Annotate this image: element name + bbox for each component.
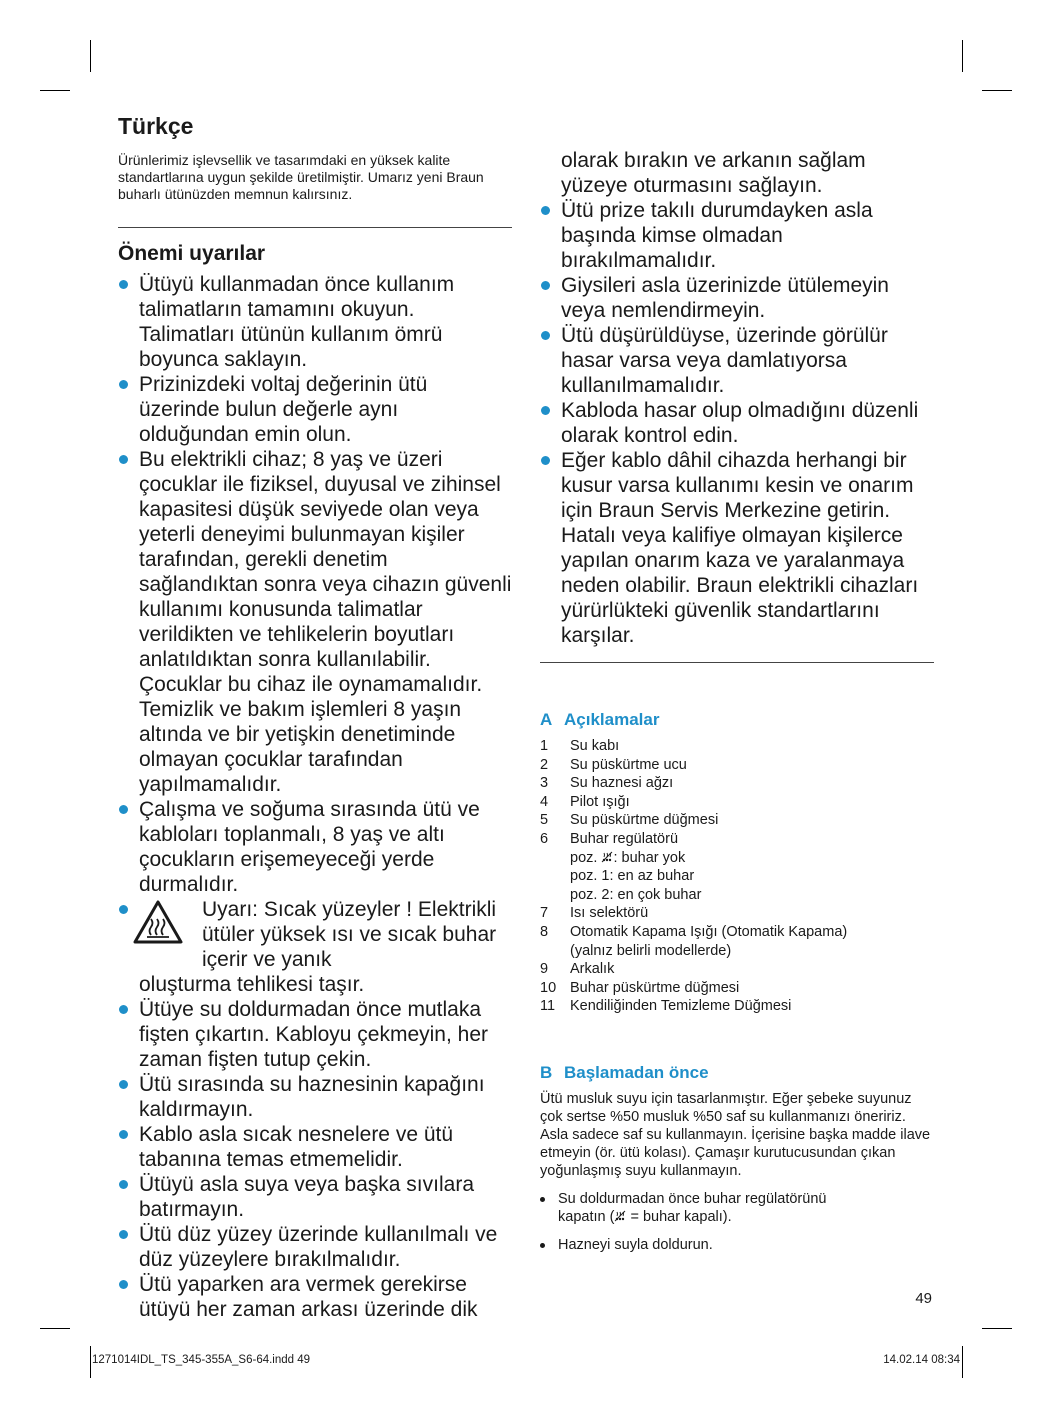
bullet-icon bbox=[119, 805, 128, 814]
intro-paragraph: Ürünlerimiz işlevsellik ve tasarımdaki en yüksek kalite standartlarına uygun şekilde üretilmiştir. Umarız yeni Braun buharlı ütünüzden memnun kalırsınız. bbox=[118, 152, 484, 202]
bullet-icon bbox=[541, 206, 550, 215]
divider bbox=[118, 227, 512, 228]
bullet-icon bbox=[541, 331, 550, 340]
list-item: 9 Arkalık bbox=[540, 961, 615, 978]
list-item: Ütü düz yüzey üzerinde kullanılmalı ve düz yüzeylere bırakılmalıdır. bbox=[118, 1222, 512, 1272]
footer-timestamp: 14.02.14 08:34 bbox=[883, 1354, 960, 1366]
list-item: 4 Pilot ışığı bbox=[540, 793, 630, 810]
crop-mark bbox=[90, 1346, 91, 1378]
list-item: 1 Su kabı bbox=[540, 738, 620, 754]
section-b-list bbox=[540, 1190, 934, 1254]
list-item: Ütü sırasında su haznesinin kapağını kaldırmayın. bbox=[118, 1072, 512, 1122]
list-item: 7 Isı selektörü bbox=[540, 905, 649, 922]
page-number: 49 bbox=[915, 1290, 932, 1307]
list-item: 10 Buhar püskürtme düğmesi bbox=[540, 979, 740, 996]
bullet-icon bbox=[541, 456, 550, 465]
bullet-icon bbox=[119, 1080, 128, 1089]
list-item: Prizinizdeki voltaj değerinin ütü üzerinde bulun değerle aynı olduğundan emin olun. bbox=[118, 372, 512, 447]
bullet-icon bbox=[541, 406, 550, 415]
parts-list bbox=[540, 737, 934, 1016]
bullet-icon bbox=[540, 1243, 545, 1248]
steam-setting-0: poz. : buhar yok bbox=[570, 849, 686, 866]
steam-off-icon bbox=[614, 1210, 626, 1222]
bullet-icon bbox=[119, 1230, 128, 1239]
list-item: 6 Buhar regülatörü poz. : buhar yok poz. 1: en az buhar poz. 2: en çok buhar bbox=[540, 830, 702, 903]
crop-mark bbox=[962, 1346, 963, 1378]
list-item: Hazneyi suyla doldurun. bbox=[540, 1236, 934, 1254]
list-item: Su doldurmadan önce buhar regülatörünü kapatın ( = buhar kapalı). bbox=[540, 1190, 934, 1226]
section-a-heading: A Açıklamalar bbox=[540, 710, 660, 729]
bullet-icon bbox=[119, 380, 128, 389]
bullet-icon bbox=[119, 905, 128, 914]
list-item: Eğer kablo dâhil cihazda herhangi bir kusur varsa kullanımı kesin ve onarım için Braun Servis Merkezine getirin. Hatalı veya kalifiye olmayan kişilerce yapılan onarım kaza ve yaralanmaya neden olabilir. Braun elektrikli cihazları yürürlükteki güvenlik standartlarını karşılar. bbox=[540, 448, 934, 648]
right-column bbox=[540, 148, 934, 1264]
bullet-icon bbox=[119, 455, 128, 464]
bullet-icon bbox=[540, 1197, 545, 1202]
list-item: Ütü prize takılı durumdayken asla başında kimse olmadan bırakılmamalıdır. bbox=[540, 198, 934, 273]
list-item: 8 Otomatik Kapama Işığı (Otomatik Kapama) (yalnız belirli modellerde) bbox=[540, 923, 848, 959]
list-item: Kabloda hasar olup olmadığını düzenli olarak kontrol edin. bbox=[540, 398, 934, 448]
bullet-icon bbox=[119, 1005, 128, 1014]
list-item: Giysileri asla üzerinizde ütülemeyin veya nemlendirmeyin. bbox=[540, 273, 934, 323]
list-item: Ütüyü kullanmadan önce kullanım talimatların tamamını okuyun. Talimatları ütünün kullanım ömrü boyunca saklayın. bbox=[118, 272, 512, 372]
warnings-list bbox=[118, 272, 512, 1322]
list-item: Ütü düşürüldüyse, üzerinde görülür hasar varsa veya damlatıyorsa kullanılmamalıdır. bbox=[540, 323, 934, 398]
bullet-icon bbox=[119, 1180, 128, 1189]
bullet-icon bbox=[541, 281, 550, 290]
continued-text: olarak bırakın ve arkanın sağlam yüzeye oturmasını sağlayın. bbox=[561, 149, 866, 197]
hot-surface-warning-icon bbox=[132, 899, 184, 945]
crop-mark bbox=[90, 40, 91, 72]
divider bbox=[540, 662, 934, 663]
list-item: 2 Su püskürtme ucu bbox=[540, 756, 687, 773]
hot-surface-warning: Uyarı: Sıcak yüzeyler ! Elektrikli ütüler yüksek ısı ve sıcak buhar içerir ve yanık oluşturma tehlikesi taşır. bbox=[118, 897, 512, 997]
list-item: Bu elektrikli cihaz; 8 yaş ve üzeri çocuklar ile fiziksel, duyusal ve zihinsel kapasitesi düşük seviyede olan veya yeterli deneyimi bulunmayan kişiler tarafından, gerekli denetim sağlandıktan sonra veya cihazın güvenli kullanımı konusunda talimatlar verildikten ve tehlikelerin boyutları anlatıldıktan sonra kullanılabilir. Çocuklar bu cihaz ile oynamamalıdır. Temizlik ve bakım işlemleri 8 yaşın altında ve bir yetişkin denetiminde olmayan çocuklar tarafından yapılmamalıdır. bbox=[118, 447, 512, 797]
steam-off-icon bbox=[601, 851, 613, 863]
crop-mark bbox=[40, 90, 70, 91]
list-item: Kablo asla sıcak nesnelere ve ütü tabanına temas etmemelidir. bbox=[118, 1122, 512, 1172]
crop-mark bbox=[40, 1328, 70, 1329]
list-item: Ütüye su doldurmadan önce mutlaka fişten çıkartın. Kabloyu çekmeyin, her zaman fişten tutup çekin. bbox=[118, 997, 512, 1072]
bullet-icon bbox=[119, 1130, 128, 1139]
list-item: 3 Su haznesi ağzı bbox=[540, 775, 674, 792]
list-item: 5 Su püskürtme düğmesi bbox=[540, 812, 719, 829]
crop-mark bbox=[982, 90, 1012, 91]
crop-mark bbox=[982, 1328, 1012, 1329]
left-column bbox=[118, 110, 512, 1322]
warnings-heading: Önemi uyarılar bbox=[118, 242, 266, 265]
section-b-paragraph: Ütü musluk suyu için tasarlanmıştır. Eğer şebeke suyunuz çok sertse %50 musluk %50 saf su kullanmanızı öneririz. Asla sadece saf su kullanmayın. İçerisine başka madde ilave etmeyin (ör. ütü kolası). Çamaşır kurutucusundan çıkan yoğunlaşmış suyu kullanmayın. bbox=[540, 1090, 931, 1179]
list-item: Ütü yaparken ara vermek gerekirse ütüyü her zaman arkası üzerinde dik bbox=[118, 1272, 512, 1322]
list-item: Ütüyü asla suya veya başka sıvılara batırmayın. bbox=[118, 1172, 512, 1222]
footer-filename: 1271014IDL_TS_345-355A_S6-64.indd 49 bbox=[92, 1354, 311, 1366]
section-b-heading: B Başlamadan önce bbox=[540, 1062, 709, 1082]
page-title: Türkçe bbox=[118, 113, 194, 139]
warnings-list-continued bbox=[540, 198, 934, 648]
bullet-icon bbox=[119, 280, 128, 289]
bullet-icon bbox=[119, 1280, 128, 1289]
list-item: Çalışma ve soğuma sırasında ütü ve kabloları toplanmalı, 8 yaş ve altı çocukların erişemeyeceği yerde durmalıdır. bbox=[118, 797, 512, 897]
list-item: 11 Kendiliğinden Temizleme Düğmesi bbox=[540, 998, 792, 1015]
crop-mark bbox=[962, 40, 963, 72]
